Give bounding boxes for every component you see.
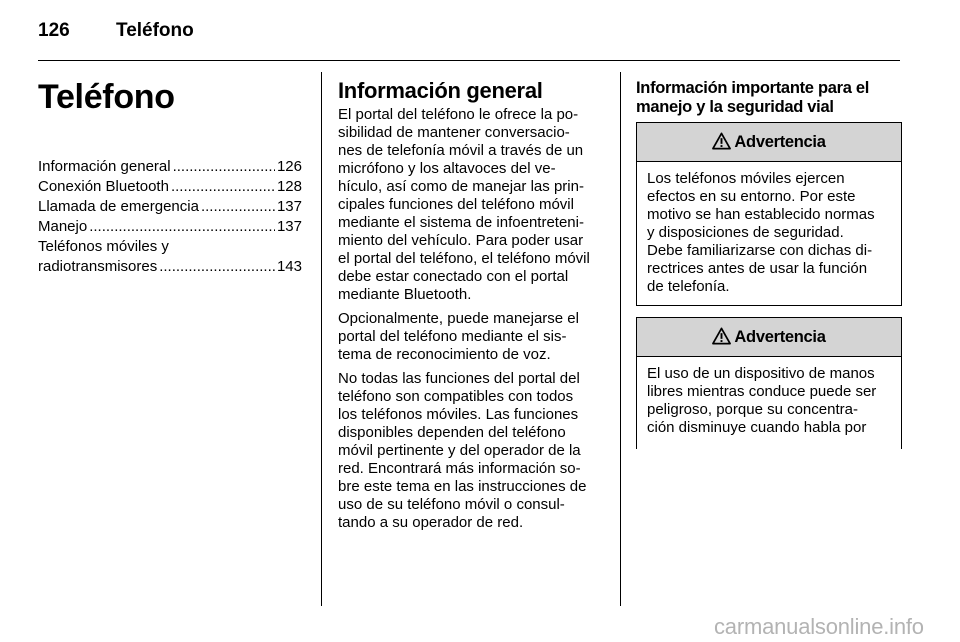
column-divider-2 (620, 72, 621, 606)
subsection-title: Información importante para el manejo y la seguridad vial (636, 79, 870, 116)
warning-box-2 (636, 317, 902, 449)
warning-heading-2: Advertencia (637, 318, 901, 357)
table-of-contents (38, 157, 302, 277)
running-title: Teléfono (116, 20, 194, 41)
toc-entry-conexion-bluetooth[interactable]: Conexión Bluetooth ..... 128 (38, 177, 302, 197)
page-number: 126 (38, 20, 70, 41)
column-seguridad (636, 61, 902, 460)
warning-triangle-icon (712, 327, 731, 345)
paragraph-3: No todas las funciones del portal del teléfono son compatibles con todos los teléfonos móviles. Las funciones disponibles dependen del teléfono móvil pertinente y del operador de la red. Encontrará más información so- bre este tema en las instrucciones de uso de su teléfono móvil o consul- tando a su operador de red. (338, 370, 587, 531)
toc-entry-manejo[interactable]: Manejo ..... 137 (38, 217, 302, 237)
warning-body-1: Los teléfonos móviles ejercen efectos en su entorno. Por este motivo se han establecido normas y disposiciones de seguridad. Debe familiarizarse con dichas di- rectrices antes de usar la función de telefonía. (647, 170, 875, 295)
warning-heading-1: Advertencia (637, 123, 901, 162)
watermark: carmanualsonline.info (714, 614, 924, 639)
warning-body-2: El uso de un dispositivo de manos libres mientras conduce puede ser peligroso, porque su concentra- ción disminuye cuando habla por (647, 365, 877, 436)
paragraph-2: Opcionalmente, puede manejarse el portal del teléfono mediante el sis- tema de reconocimiento de voz. (338, 310, 579, 363)
column-toc (38, 61, 302, 277)
toc-entry-informacion-general[interactable]: Información general ..... 126 (38, 157, 302, 177)
toc-entry-llamada-emergencia[interactable]: Llamada de emergencia ..... 137 (38, 197, 302, 217)
column-informacion-general (338, 61, 604, 538)
chapter-title: Teléfono (38, 78, 175, 116)
warning-box-1 (636, 122, 902, 306)
paragraph-1: El portal del teléfono le ofrece la po- sibilidad de mantener conversacio- nes de telefonía móvil a través de un micrófono y los altavoces del ve- hículo, así como de manejar las prin- cipales funciones del teléfono móvil mediante el sistema de infoentreteni- miento del vehículo. Para poder usar el portal del teléfono, el teléfono móvil debe estar conectado con el portal mediante Bluetooth. (338, 106, 590, 303)
column-divider-1 (321, 72, 322, 606)
warning-triangle-icon (712, 132, 731, 150)
section-title: Información general (338, 78, 543, 103)
toc-entry-telefonos-moviles[interactable]: Teléfonos móviles y radiotransmisores ..... 143 (38, 237, 302, 277)
